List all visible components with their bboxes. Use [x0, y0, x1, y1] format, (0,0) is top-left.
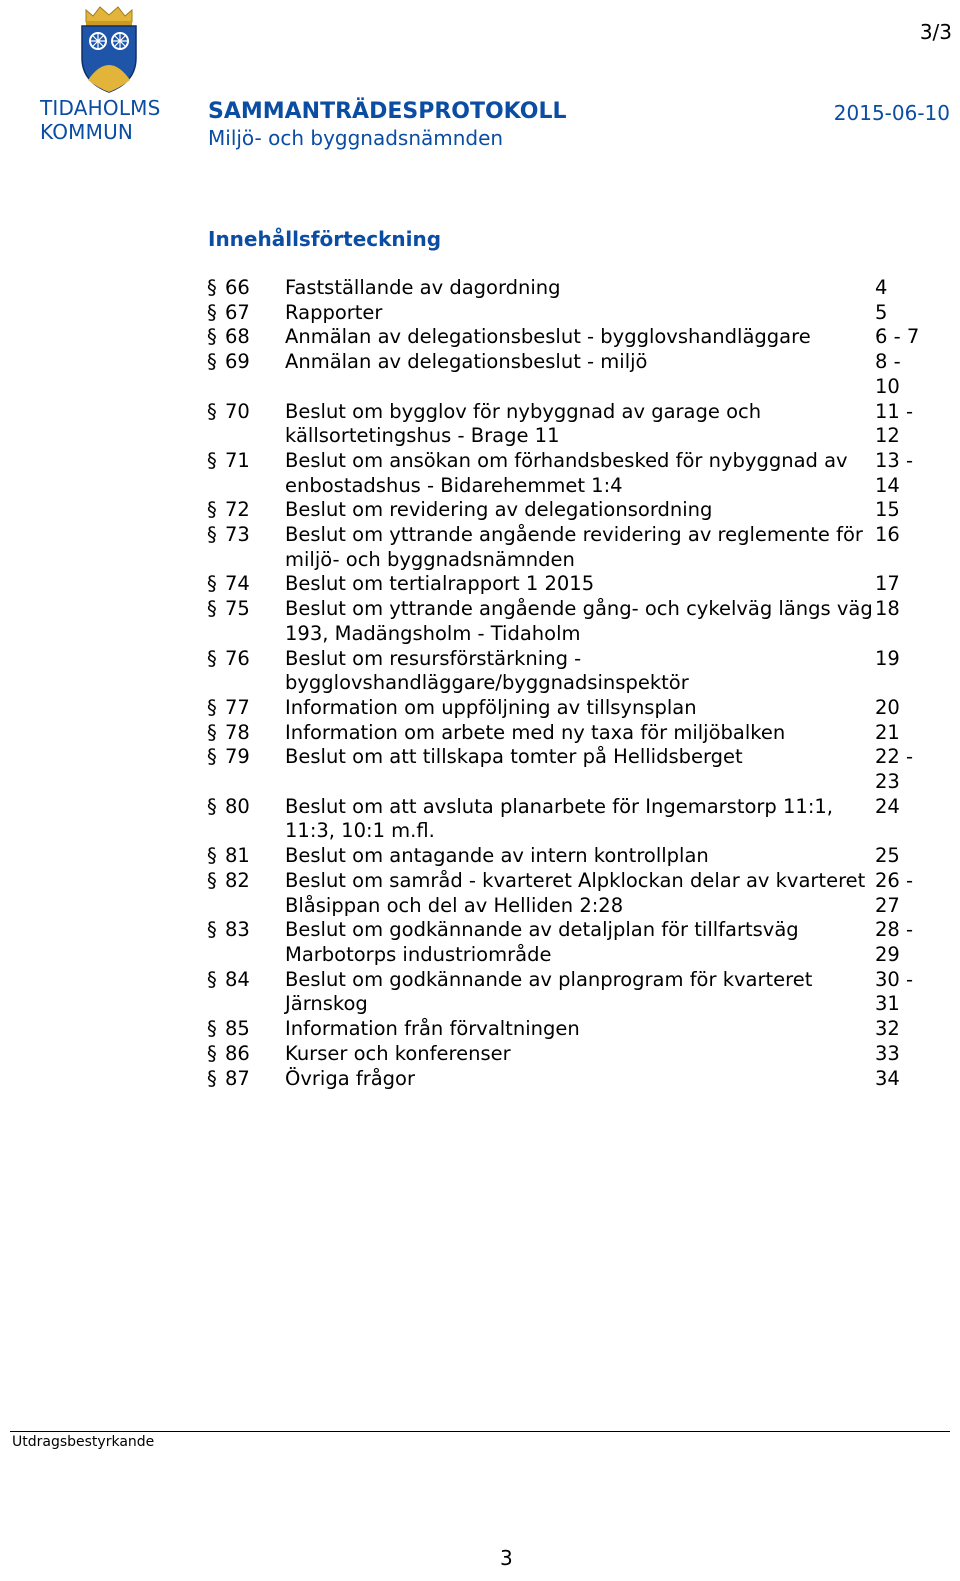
toc-item-title: Information om arbete med ny taxa för miljöbalken [285, 720, 786, 744]
toc-item-title: Fastställande av dagordning [285, 276, 561, 299]
toc-row [207, 869, 927, 918]
municipality-name [40, 96, 161, 144]
toc-number: 81 [225, 844, 250, 868]
toc-number: 82 [225, 868, 250, 892]
toc-item-pages: 11 - 12 [875, 399, 914, 448]
toc-item-pages: 5 [875, 300, 888, 324]
section-symbol: § [207, 276, 217, 299]
coat-of-arms-icon [76, 4, 142, 94]
toc-item-pages: 21 [875, 720, 900, 744]
toc-item-pages: 28 - 29 [875, 918, 914, 966]
toc-item-pages: 25 [875, 844, 900, 868]
toc-row [207, 1017, 927, 1042]
toc-row [207, 918, 927, 967]
toc-item-title: Beslut om godkännande av detaljplan för tillfartsväg Marbotorps industriområde [285, 918, 799, 966]
toc-row [207, 968, 927, 1017]
municipality-line1: TIDAHOLMS [40, 96, 161, 120]
toc-item-pages: 33 [875, 1041, 900, 1065]
toc-item-number [207, 844, 285, 869]
toc-item-pages: 22 - 23 [875, 745, 914, 794]
toc-item-pages: 4 [875, 276, 888, 299]
toc-number: 79 [225, 745, 250, 769]
toc-row [207, 498, 927, 523]
toc-item-pages: 30 - 31 [875, 967, 914, 1016]
toc-item-title: Anmälan av delegationsbeslut - bygglovshandläggare [285, 325, 811, 349]
toc-item-title: Beslut om bygglov för nybyggnad av garage och källsortetingshus - Brage 11 [285, 399, 762, 448]
toc-number: 74 [225, 572, 250, 596]
toc-item-pages: 34 [875, 1066, 900, 1090]
toc-number: 83 [225, 918, 250, 942]
section-symbol: § [207, 448, 217, 472]
toc-item-number [207, 918, 285, 967]
section-symbol: § [207, 350, 217, 374]
toc-row [207, 325, 927, 350]
toc-number: 72 [225, 498, 250, 522]
toc-number: 77 [225, 695, 250, 719]
section-symbol: § [207, 967, 217, 991]
toc-item-number [207, 301, 285, 326]
toc-number: 69 [225, 350, 250, 374]
committee-name: Miljö- och byggnadsnämnden [208, 126, 504, 150]
toc-item-title: Information om uppföljning av tillsynsplan [285, 695, 697, 719]
toc-item-pages: 17 [875, 572, 900, 596]
toc-item-number [207, 350, 285, 399]
document-title: SAMMANTRÄDESPROTOKOLL [208, 99, 567, 124]
toc-row [207, 696, 927, 721]
toc-number: 67 [225, 300, 250, 324]
toc-item-number [207, 1042, 285, 1067]
toc-number: 66 [225, 276, 250, 299]
municipality-line2: KOMMUN [40, 120, 134, 144]
toc-number: 84 [225, 967, 250, 991]
section-symbol: § [207, 1017, 217, 1041]
toc-item-pages: 24 [875, 794, 900, 818]
toc-row [207, 1067, 927, 1092]
toc-item-number [207, 968, 285, 1017]
toc-number: 80 [225, 794, 250, 818]
toc-item-title: Kurser och konferenser [285, 1041, 511, 1065]
toc-item-title: Beslut om samråd - kvarteret Alpklockan delar av kvarteret Blåsippan och del av Helliden 2:28 [285, 868, 866, 917]
toc-row [207, 523, 927, 572]
section-symbol: § [207, 868, 217, 892]
toc-item-title: Rapporter [285, 300, 383, 324]
toc-item-pages: 32 [875, 1017, 900, 1041]
footer-divider [10, 1431, 950, 1432]
table-of-contents [207, 276, 927, 1091]
toc-item-title: Beslut om tertialrapport 1 2015 [285, 572, 595, 596]
toc-number: 71 [225, 448, 250, 472]
toc-number: 86 [225, 1041, 250, 1065]
toc-number: 68 [225, 325, 250, 349]
toc-row [207, 301, 927, 326]
toc-row [207, 276, 927, 301]
toc-item-title: Beslut om yttrande angående gång- och cykelväg längs väg 193, Madängsholm - Tidaholm [285, 597, 873, 645]
toc-item-number [207, 795, 285, 844]
toc-row [207, 1042, 927, 1067]
toc-item-pages: 19 [875, 646, 900, 670]
toc-item-number [207, 572, 285, 597]
toc-item-number [207, 597, 285, 646]
toc-item-pages: 8 - 10 [875, 350, 901, 398]
toc-item-pages: 15 [875, 498, 900, 522]
toc-item-pages: 20 [875, 695, 900, 719]
section-symbol: § [207, 646, 217, 670]
toc-item-number [207, 325, 285, 350]
toc-item-pages: 18 [875, 597, 900, 621]
toc-item-title: Anmälan av delegationsbeslut - miljö [285, 350, 648, 374]
toc-item-pages: 16 [875, 523, 900, 547]
toc-item-number [207, 449, 285, 498]
toc-row [207, 350, 927, 399]
section-symbol: § [207, 1041, 217, 1065]
toc-row [207, 400, 927, 449]
section-symbol: § [207, 523, 217, 547]
toc-heading: Innehållsförteckning [208, 227, 442, 251]
toc-item-number [207, 721, 285, 746]
section-symbol: § [207, 844, 217, 868]
page-number: 3 [500, 1546, 513, 1570]
toc-number: 85 [225, 1017, 250, 1041]
toc-item-number [207, 1067, 285, 1092]
toc-item-title: Beslut om godkännande av planprogram för kvarteret Järnskog [285, 967, 813, 1016]
toc-row [207, 449, 927, 498]
footer-label: Utdragsbestyrkande [12, 1434, 155, 1450]
toc-item-pages: 26 - 27 [875, 868, 914, 917]
toc-row [207, 745, 927, 794]
toc-item-number [207, 498, 285, 523]
toc-row [207, 795, 927, 844]
toc-item-title: Beslut om antagande av intern kontrollplan [285, 844, 709, 868]
section-symbol: § [207, 720, 217, 744]
toc-item-number [207, 276, 285, 301]
toc-item-number [207, 523, 285, 572]
toc-number: 75 [225, 597, 250, 621]
toc-item-title: Beslut om ansökan om förhandsbesked för nybyggnad av enbostadshus - Bidarehemmet 1:4 [285, 448, 848, 497]
page-of-total: 3/3 [919, 20, 952, 44]
toc-number: 70 [225, 399, 250, 423]
toc-number: 73 [225, 523, 250, 547]
toc-row [207, 721, 927, 746]
section-symbol: § [207, 399, 217, 423]
toc-row [207, 572, 927, 597]
section-symbol: § [207, 300, 217, 324]
toc-item-title: Övriga frågor [285, 1066, 416, 1090]
toc-row [207, 647, 927, 696]
section-symbol: § [207, 597, 217, 621]
document-date: 2015-06-10 [833, 101, 950, 125]
toc-item-title: Beslut om revidering av delegationsordning [285, 498, 713, 522]
toc-number: 87 [225, 1066, 250, 1090]
toc-item-pages: 6 - 7 [875, 325, 920, 349]
toc-item-title: Information från förvaltningen [285, 1017, 580, 1041]
toc-item-pages: 13 - 14 [875, 448, 914, 497]
toc-item-title: Beslut om resursförstärkning - bygglovshandläggare/byggnadsinspektör [285, 646, 689, 695]
toc-item-number [207, 647, 285, 696]
section-symbol: § [207, 572, 217, 596]
section-symbol: § [207, 918, 217, 942]
section-symbol: § [207, 498, 217, 522]
section-symbol: § [207, 1066, 217, 1090]
municipality-logo [40, 4, 178, 94]
toc-number: 78 [225, 720, 250, 744]
toc-number: 76 [225, 646, 250, 670]
toc-item-number [207, 745, 285, 794]
toc-row [207, 597, 927, 646]
toc-item-number [207, 400, 285, 449]
section-symbol: § [207, 695, 217, 719]
toc-item-title: Beslut om yttrande angående revidering av reglemente för miljö- och byggnadsnämnden [285, 523, 863, 571]
section-symbol: § [207, 745, 217, 769]
toc-item-number [207, 1017, 285, 1042]
toc-item-title: Beslut om att tillskapa tomter på Hellidsberget [285, 745, 743, 769]
toc-item-number [207, 696, 285, 721]
section-symbol: § [207, 325, 217, 349]
toc-item-title: Beslut om att avsluta planarbete för Ingemarstorp 11:1, 11:3, 10:1 m.fl. [285, 794, 833, 843]
toc-row [207, 844, 927, 869]
toc-item-number [207, 869, 285, 918]
section-symbol: § [207, 794, 217, 818]
